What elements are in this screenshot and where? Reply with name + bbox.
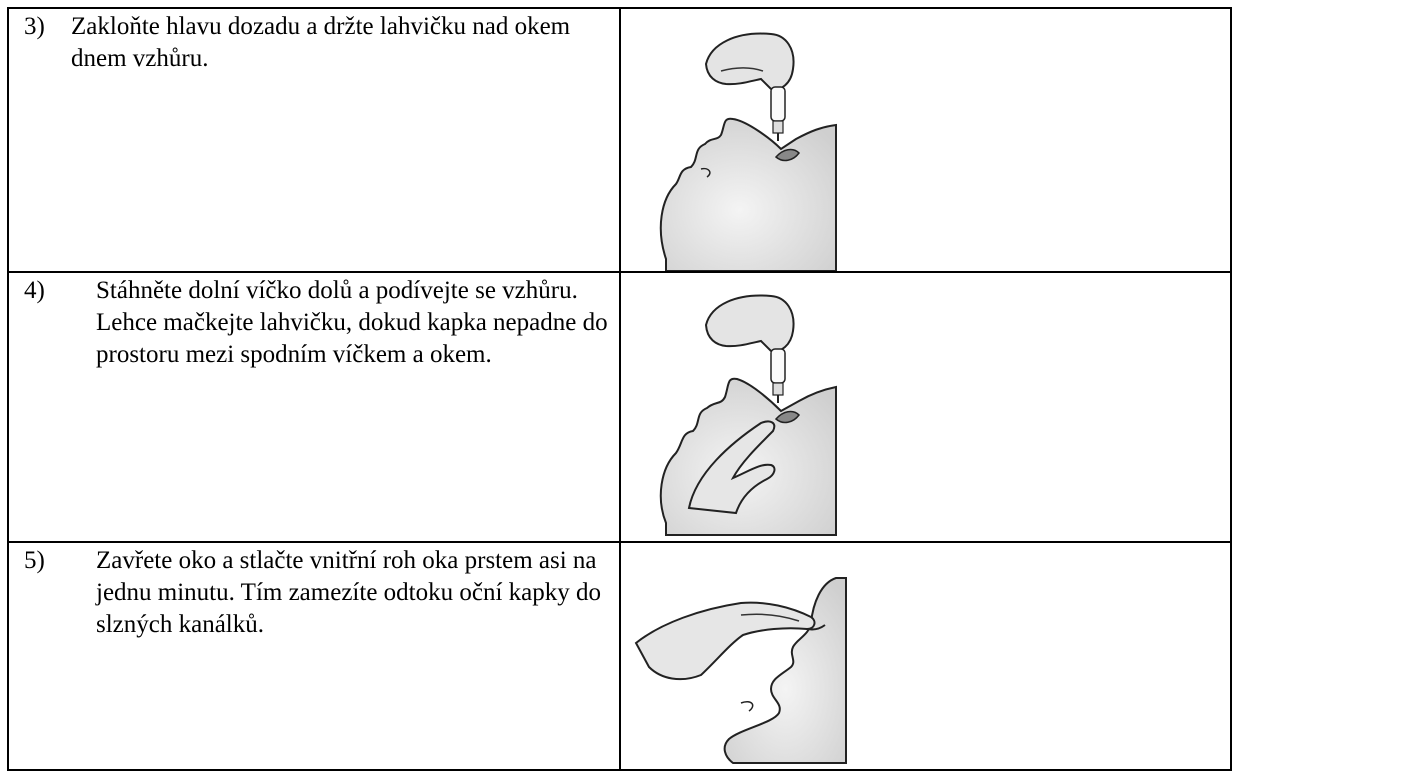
head-tilted-back-holding-dropper-icon (621, 9, 1226, 271)
instruction-steps-table (7, 7, 1232, 771)
step-number: 5) (24, 547, 45, 574)
step-5-illustration-cell (620, 542, 1231, 770)
step-instruction-text: Stáhněte dolní víčko dolů a podívejte se vzhůru. Lehce mačkejte lahvičku, dokud kapka nepadne do prostoru mezi spodním víčkem a okem. (96, 277, 608, 368)
press-inner-eye-corner-icon (621, 543, 1226, 767)
step-5-text-cell (8, 542, 620, 770)
step-4-text-cell (8, 272, 620, 542)
step-instruction-text: Zavřete oko a stlačte vnitřní roh oka prstem asi na jednu minutu. Tím zamezíte odtoku oční kapky do slzných kanálků. (96, 547, 601, 638)
step-row-3 (8, 8, 1231, 272)
step-number: 3) (24, 13, 45, 40)
step-instruction-text: Zakloňte hlavu dozadu a držte lahvičku nad okem dnem vzhůru. (71, 13, 571, 72)
step-row-5 (8, 542, 1231, 770)
step-4-illustration-cell (620, 272, 1231, 542)
step-3-text-cell (8, 8, 620, 272)
step-3-illustration-cell (620, 8, 1231, 272)
pull-lower-eyelid-apply-drop-icon (621, 273, 1226, 539)
step-number: 4) (24, 277, 45, 304)
step-row-4 (8, 272, 1231, 542)
